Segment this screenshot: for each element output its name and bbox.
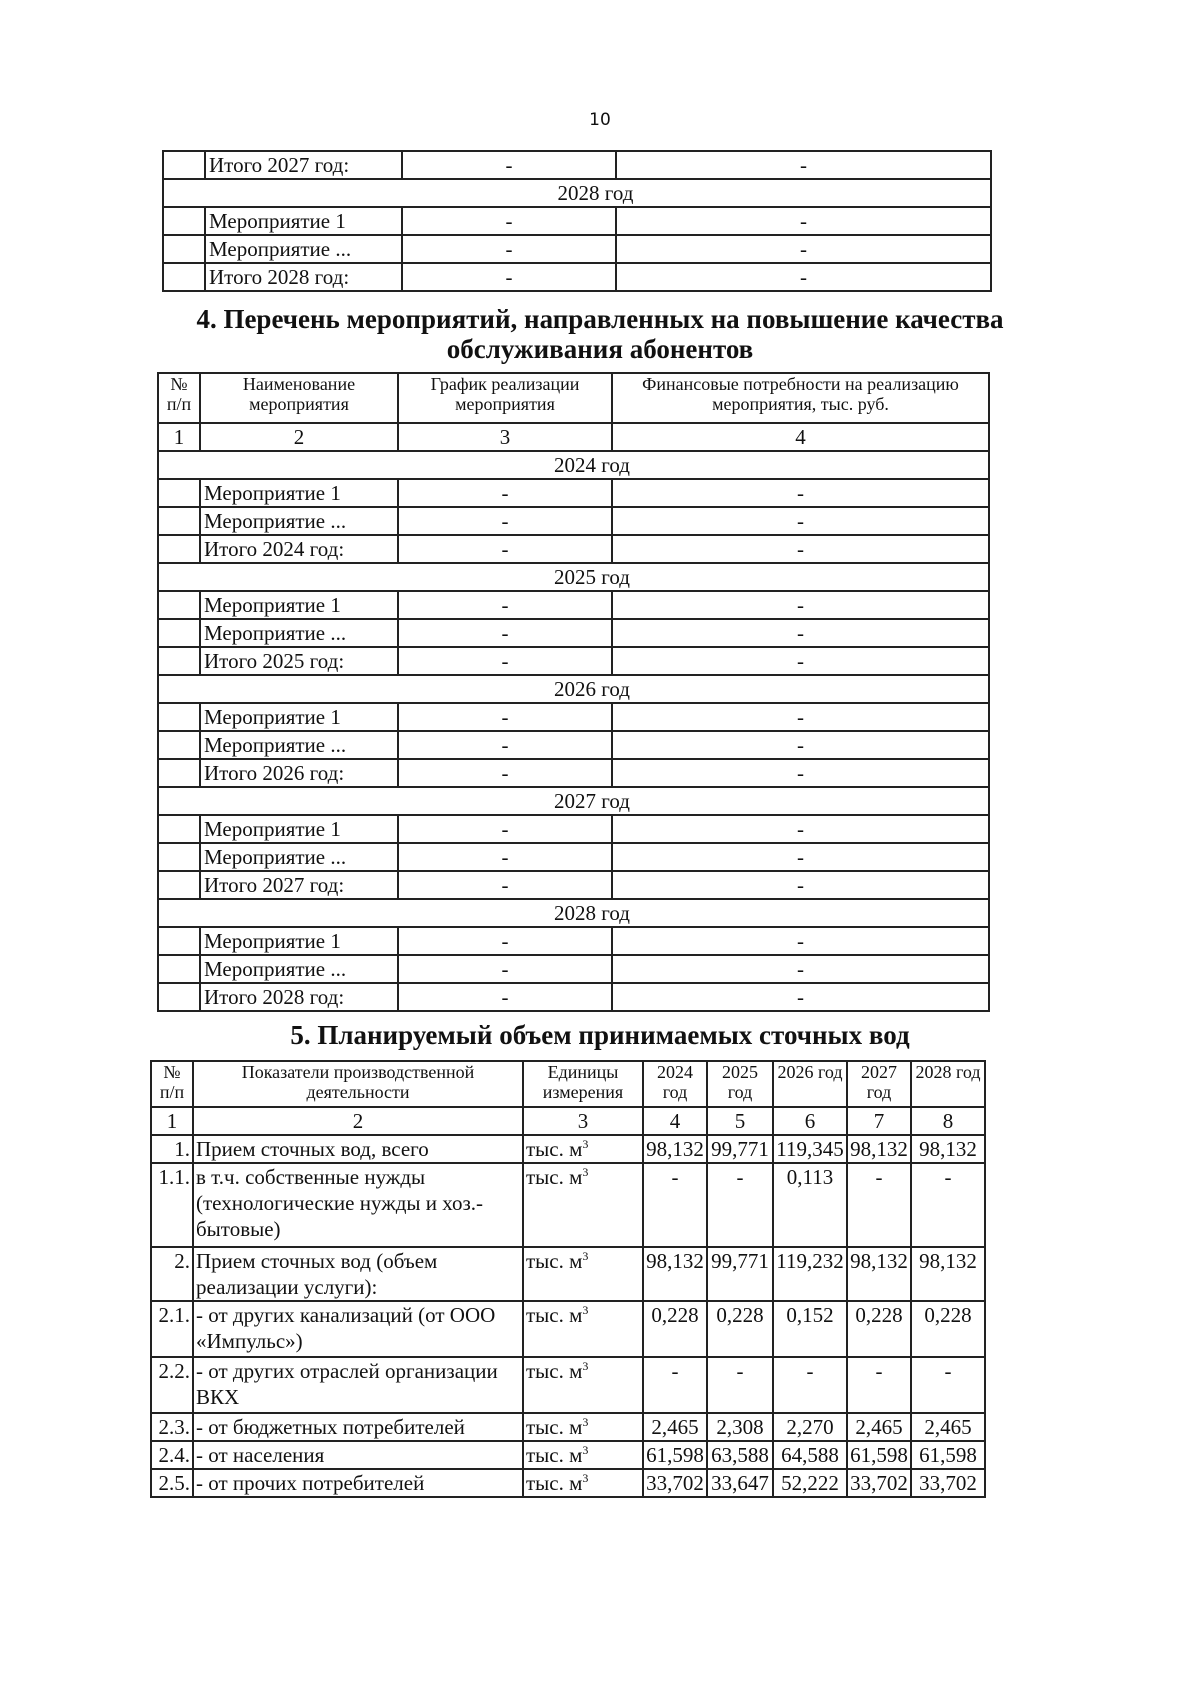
schedule-value: -: [402, 263, 616, 291]
table-row: [158, 815, 989, 843]
value-cell: 33,702: [643, 1469, 707, 1497]
header-2026: 2026 год: [773, 1061, 847, 1107]
value-cell: 64,588: [773, 1441, 847, 1469]
unit-exponent: 3: [582, 1165, 589, 1179]
year-label: 2028 год: [163, 179, 991, 207]
value-cell: 119,345: [773, 1135, 847, 1163]
value-cell: 2,465: [911, 1413, 985, 1441]
col-number: 4: [643, 1107, 707, 1135]
unit-label: тыс. м: [526, 1249, 583, 1273]
row-number: 2.: [151, 1247, 193, 1301]
header-2024: 2024 год: [643, 1061, 707, 1107]
indicator-name: Прием сточных вод (объем реализации услуги):: [193, 1247, 523, 1301]
value-cell: 98,132: [911, 1135, 985, 1163]
value-cell: -: [643, 1357, 707, 1413]
value-cell: 99,771: [707, 1247, 773, 1301]
value-cell: 98,132: [643, 1135, 707, 1163]
unit-cell: [523, 1163, 643, 1247]
finance-value: -: [612, 871, 989, 899]
header-finance: Финансовые потребности на реализацию мероприятия, тыс. руб.: [612, 373, 989, 423]
year-label: 2027 год: [158, 787, 989, 815]
activity-name: Итого 2028 год:: [200, 983, 398, 1011]
value-cell: -: [707, 1163, 773, 1247]
finance-value: -: [612, 759, 989, 787]
col-number: 3: [523, 1107, 643, 1135]
table-row: [163, 235, 991, 263]
col-number: 2: [200, 423, 398, 451]
unit-cell: [523, 1301, 643, 1357]
value-cell: -: [643, 1163, 707, 1247]
row-number-cell: [163, 235, 205, 263]
activity-name: Мероприятие 1: [200, 479, 398, 507]
row-number-cell: [158, 955, 200, 983]
column-numbers-row: [151, 1107, 985, 1135]
table-row: [158, 703, 989, 731]
schedule-value: -: [402, 151, 616, 179]
table-row: [158, 955, 989, 983]
value-cell: 2,465: [847, 1413, 911, 1441]
col-number: 2: [193, 1107, 523, 1135]
value-cell: 61,598: [911, 1441, 985, 1469]
unit-label: тыс. м: [526, 1165, 583, 1189]
unit-label: тыс. м: [526, 1443, 583, 1467]
schedule-value: -: [398, 871, 612, 899]
unit-cell: [523, 1135, 643, 1163]
value-cell: 2,465: [643, 1413, 707, 1441]
schedule-value: -: [398, 619, 612, 647]
unit-cell: [523, 1469, 643, 1497]
value-cell: 33,647: [707, 1469, 773, 1497]
row-number-cell: [158, 507, 200, 535]
row-number-cell: [163, 263, 205, 291]
value-cell: -: [773, 1357, 847, 1413]
activity-name: Мероприятие 1: [200, 591, 398, 619]
indicator-name: Прием сточных вод, всего: [193, 1135, 523, 1163]
row-number-cell: [163, 207, 205, 235]
service-quality-activities-table: [157, 372, 990, 1012]
row-number-cell: [158, 591, 200, 619]
unit-exponent: 3: [582, 1303, 589, 1317]
row-number-cell: [158, 759, 200, 787]
finance-value: -: [612, 535, 989, 563]
schedule-value: -: [398, 507, 612, 535]
row-number-cell: [158, 871, 200, 899]
year-label: 2026 год: [158, 675, 989, 703]
activity-name: Итого 2026 год:: [200, 759, 398, 787]
table-row: [151, 1413, 985, 1441]
indicator-name: в т.ч. собственные нужды (технологические нужды и хоз.-бытовые): [193, 1163, 523, 1247]
unit-label: тыс. м: [526, 1137, 583, 1161]
row-number-cell: [158, 731, 200, 759]
finance-value: -: [612, 619, 989, 647]
value-cell: -: [847, 1357, 911, 1413]
table-row: [163, 151, 991, 179]
activity-name: Мероприятие 1: [200, 927, 398, 955]
table-row: [158, 507, 989, 535]
unit-exponent: 3: [582, 1415, 589, 1429]
finance-value: -: [616, 151, 991, 179]
row-number: 1.1.: [151, 1163, 193, 1247]
year-header-row: [158, 899, 989, 927]
row-number-cell: [163, 151, 205, 179]
value-cell: -: [847, 1163, 911, 1247]
activity-name: Итого 2028 год:: [205, 263, 402, 291]
table-row: [158, 535, 989, 563]
page-number: 10: [589, 110, 611, 130]
table-row: [151, 1301, 985, 1357]
row-number-cell: [158, 619, 200, 647]
schedule-value: -: [402, 235, 616, 263]
table-row: [158, 983, 989, 1011]
wastewater-volume-table: [150, 1060, 986, 1498]
section-4-title: 4. Перечень мероприятий, направленных на повышение качества обслуживания абонентов: [196, 304, 1004, 364]
schedule-value: -: [398, 843, 612, 871]
finance-value: -: [612, 955, 989, 983]
table-row: [151, 1441, 985, 1469]
value-cell: 99,771: [707, 1135, 773, 1163]
value-cell: 98,132: [847, 1247, 911, 1301]
table-row: [158, 843, 989, 871]
unit-label: тыс. м: [526, 1359, 583, 1383]
indicator-name: - от прочих потребителей: [193, 1469, 523, 1497]
year-header-row: [158, 451, 989, 479]
table-header-row: [151, 1061, 985, 1107]
value-cell: 0,152: [773, 1301, 847, 1357]
finance-value: -: [612, 479, 989, 507]
header-2025: 2025 год: [707, 1061, 773, 1107]
activity-name: Мероприятие ...: [200, 507, 398, 535]
value-cell: 61,598: [847, 1441, 911, 1469]
value-cell: -: [911, 1163, 985, 1247]
activity-name: Итого 2024 год:: [200, 535, 398, 563]
table-row: [158, 731, 989, 759]
table-row: [158, 759, 989, 787]
activity-name: Мероприятие ...: [200, 955, 398, 983]
finance-value: -: [612, 703, 989, 731]
table-row: [158, 647, 989, 675]
value-cell: 98,132: [847, 1135, 911, 1163]
value-cell: 0,113: [773, 1163, 847, 1247]
indicator-name: - от других отраслей организации ВКХ: [193, 1357, 523, 1413]
value-cell: -: [707, 1357, 773, 1413]
value-cell: 0,228: [643, 1301, 707, 1357]
unit-exponent: 3: [582, 1137, 589, 1151]
row-number-cell: [158, 535, 200, 563]
finance-value: -: [616, 263, 991, 291]
activity-name: Итого 2025 год:: [200, 647, 398, 675]
header-num: № п/п: [151, 1061, 193, 1107]
unit-label: тыс. м: [526, 1415, 583, 1439]
unit-label: тыс. м: [526, 1303, 583, 1327]
unit-exponent: 3: [582, 1443, 589, 1457]
col-number: 6: [773, 1107, 847, 1135]
value-cell: 0,228: [847, 1301, 911, 1357]
finance-value: -: [616, 207, 991, 235]
year-header-row: [158, 787, 989, 815]
value-cell: 63,588: [707, 1441, 773, 1469]
value-cell: -: [911, 1357, 985, 1413]
unit-exponent: 3: [582, 1471, 589, 1485]
indicator-name: - от других канализаций (от ООО «Импульс»): [193, 1301, 523, 1357]
schedule-value: -: [398, 815, 612, 843]
unit-cell: [523, 1247, 643, 1301]
value-cell: 33,702: [847, 1469, 911, 1497]
year-header-row: [158, 563, 989, 591]
row-number: 1.: [151, 1135, 193, 1163]
schedule-value: -: [398, 535, 612, 563]
table-row: [158, 479, 989, 507]
schedule-value: -: [398, 703, 612, 731]
year-header-row: [158, 675, 989, 703]
value-cell: 2,270: [773, 1413, 847, 1441]
row-number: 2.2.: [151, 1357, 193, 1413]
activity-name: Итого 2027 год:: [205, 151, 402, 179]
schedule-value: -: [402, 207, 616, 235]
header-name: Наименование мероприятия: [200, 373, 398, 423]
value-cell: 119,232: [773, 1247, 847, 1301]
finance-value: -: [612, 983, 989, 1011]
unit-cell: [523, 1441, 643, 1469]
col-number: 1: [151, 1107, 193, 1135]
table-row: [163, 263, 991, 291]
row-number: 2.4.: [151, 1441, 193, 1469]
finance-value: -: [612, 591, 989, 619]
activity-name: Мероприятие 1: [200, 703, 398, 731]
header-indicator: Показатели производственной деятельности: [193, 1061, 523, 1107]
finance-value: -: [612, 815, 989, 843]
table-row: [151, 1357, 985, 1413]
value-cell: 0,228: [911, 1301, 985, 1357]
year-label: 2025 год: [158, 563, 989, 591]
value-cell: 98,132: [911, 1247, 985, 1301]
table-row: [151, 1163, 985, 1247]
table-row: [158, 871, 989, 899]
activity-name: Мероприятие ...: [200, 731, 398, 759]
indicator-name: - от бюджетных потребителей: [193, 1413, 523, 1441]
year-label: 2028 год: [158, 899, 989, 927]
value-cell: 33,702: [911, 1469, 985, 1497]
activity-name: Мероприятие ...: [200, 843, 398, 871]
table-row: [151, 1469, 985, 1497]
row-number: 2.1.: [151, 1301, 193, 1357]
row-number: 2.5.: [151, 1469, 193, 1497]
schedule-value: -: [398, 983, 612, 1011]
unit-cell: [523, 1357, 643, 1413]
value-cell: 61,598: [643, 1441, 707, 1469]
table-row: [158, 927, 989, 955]
row-number-cell: [158, 703, 200, 731]
row-number-cell: [158, 647, 200, 675]
row-number-cell: [158, 983, 200, 1011]
schedule-value: -: [398, 927, 612, 955]
year-header-row: [163, 179, 991, 207]
finance-value: -: [612, 843, 989, 871]
continued-activities-table: [162, 150, 992, 292]
col-number: 1: [158, 423, 200, 451]
unit-exponent: 3: [582, 1249, 589, 1263]
finance-value: -: [612, 647, 989, 675]
row-number: 2.3.: [151, 1413, 193, 1441]
col-number: 3: [398, 423, 612, 451]
row-number-cell: [158, 927, 200, 955]
finance-value: -: [612, 507, 989, 535]
finance-value: -: [616, 235, 991, 263]
activity-name: Итого 2027 год:: [200, 871, 398, 899]
schedule-value: -: [398, 759, 612, 787]
header-2028: 2028 год: [911, 1061, 985, 1107]
section-5-title: 5. Планируемый объем принимаемых сточных вод: [290, 1020, 910, 1050]
header-2027: 2027 год: [847, 1061, 911, 1107]
activity-name: Мероприятие ...: [205, 235, 402, 263]
col-number: 5: [707, 1107, 773, 1135]
value-cell: 98,132: [643, 1247, 707, 1301]
row-number-cell: [158, 479, 200, 507]
indicator-name: - от населения: [193, 1441, 523, 1469]
table-row: [163, 207, 991, 235]
row-number-cell: [158, 815, 200, 843]
table-row: [151, 1247, 985, 1301]
header-schedule: График реализации мероприятия: [398, 373, 612, 423]
schedule-value: -: [398, 955, 612, 983]
activity-name: Мероприятие 1: [205, 207, 402, 235]
header-num: № п/п: [158, 373, 200, 423]
schedule-value: -: [398, 479, 612, 507]
schedule-value: -: [398, 647, 612, 675]
value-cell: 0,228: [707, 1301, 773, 1357]
unit-exponent: 3: [582, 1359, 589, 1373]
year-label: 2024 год: [158, 451, 989, 479]
value-cell: 2,308: [707, 1413, 773, 1441]
schedule-value: -: [398, 731, 612, 759]
table-row: [158, 591, 989, 619]
unit-label: тыс. м: [526, 1471, 583, 1495]
activity-name: Мероприятие 1: [200, 815, 398, 843]
finance-value: -: [612, 927, 989, 955]
col-number: 8: [911, 1107, 985, 1135]
unit-cell: [523, 1413, 643, 1441]
finance-value: -: [612, 731, 989, 759]
table-row: [151, 1135, 985, 1163]
row-number-cell: [158, 843, 200, 871]
col-number: 7: [847, 1107, 911, 1135]
header-unit: Единицы измерения: [523, 1061, 643, 1107]
table-header-row: [158, 373, 989, 423]
activity-name: Мероприятие ...: [200, 619, 398, 647]
value-cell: 52,222: [773, 1469, 847, 1497]
table-row: [158, 619, 989, 647]
col-number: 4: [612, 423, 989, 451]
schedule-value: -: [398, 591, 612, 619]
column-numbers-row: [158, 423, 989, 451]
